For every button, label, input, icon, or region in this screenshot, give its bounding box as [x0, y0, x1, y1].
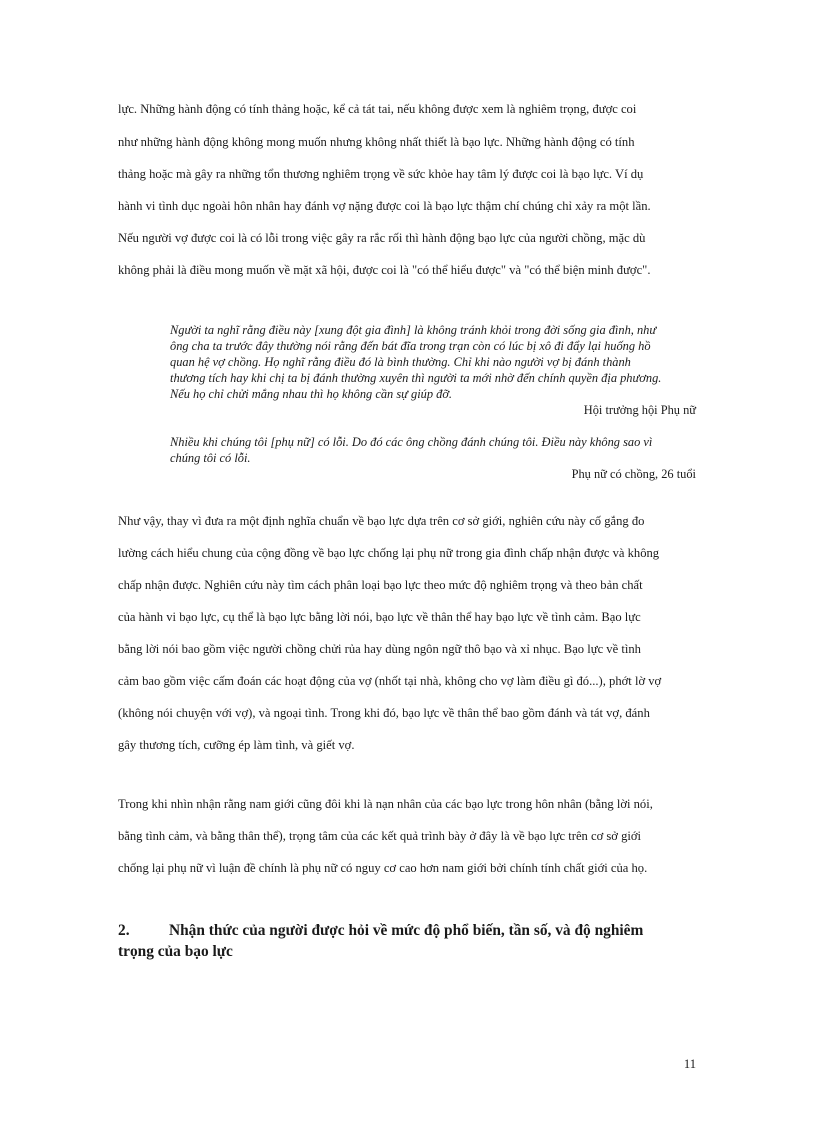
text-line: chống lại phụ nữ vì luận đề chính là phụ nữ có nguy cơ cao hơn nam giới bởi chính tính chất giới của họ.	[118, 861, 648, 875]
quote-line: Nhiều khi chúng tôi [phụ nữ] có lỗi. Do đó các ông chồng đánh chúng tôi. Điều này không sao vì	[170, 435, 653, 449]
quote-line: ông cha ta trước đây thường nói rằng đến bát đĩa trong trạn còn có lúc bị xô đi đẩy lại huống hồ	[170, 339, 651, 353]
text-line: Nếu người vợ được coi là có lỗi trong việc gây ra rắc rối thì hành động bạo lực của người chồng, mặc dù	[118, 231, 646, 245]
text-line: thảng hoặc mà gây ra những tổn thương nghiêm trọng về sức khỏe hay tâm lý được coi là bạo lực. Ví dụ	[118, 167, 644, 181]
page-number: 11	[683, 1057, 696, 1071]
text-line: lường cách hiểu chung của cộng đồng về bạo lực chống lại phụ nữ trong gia đình chấp nhận được và không	[118, 546, 660, 560]
section-heading	[118, 921, 678, 941]
text-line: (không nói chuyện với vợ), và ngoại tình. Trong khi đó, bạo lực về thân thể bao gồm đánh và tát vợ, đánh	[118, 706, 650, 720]
quote-line: Nếu họ chỉ chửi mắng nhau thì họ không cần sự giúp đỡ.	[170, 387, 453, 401]
quote-line: chúng tôi có lỗi.	[170, 451, 251, 465]
text-line: hành vi tình dục ngoài hôn nhân hay đánh vợ nặng được coi là bạo lực thậm chí chúng chỉ xảy ra một lần.	[118, 199, 651, 213]
quote-line: Người ta nghĩ rằng điều này [xung đột gia đình] là không tránh khỏi trong đời sống gia đình, như	[170, 323, 657, 337]
text-line: Như vậy, thay vì đưa ra một định nghĩa chuẩn về bạo lực dựa trên cơ sở giới, nghiên cứu này cố gắng đo	[118, 514, 645, 528]
quote-attribution: Phụ nữ có chồng, 26 tuổi	[571, 467, 696, 481]
text-line: Trong khi nhìn nhận rằng nam giới cũng đôi khi là nạn nhân của các bạo lực trong hôn nhân (bằng lời nói,	[118, 797, 653, 811]
text-line: như những hành động không mong muốn nhưng không nhất thiết là bạo lực. Những hành động có tính	[118, 135, 635, 149]
text-line: cảm bao gồm việc cấm đoán các hoạt động của vợ (nhốt tại nhà, không cho vợ làm điều gì đó...), phớt lờ vợ	[118, 674, 662, 688]
text-line: không phải là điều mong muốn về mặt xã hội, được coi là "có thể hiểu được" và "có thể biện minh được".	[118, 263, 651, 277]
text-line: bằng tình cảm, và bằng thân thể), trọng tâm của các kết quả trình bày ở đây là về bạo lực trên cơ sở giới	[118, 829, 642, 843]
text-line: bằng lời nói bao gồm việc người chồng chửi rủa hay dùng ngôn ngữ thô bạo và xỉ nhục. Bạo lực về tình	[118, 642, 641, 656]
text-line: của hành vi bạo lực, cụ thể là bạo lực bằng lời nói, bạo lực về thân thể hay bạo lực về tình cảm. Bạo lực	[118, 610, 641, 624]
quote-line: thương tích hay khi chị ta bị đánh thường xuyên thì người ta mới nhờ đến chính quyền địa phương.	[170, 371, 662, 385]
quote-line: quan hệ vợ chồng. Họ nghĩ rằng điều đó là bình thường. Chỉ khi nào người vợ bị đánh thành	[170, 355, 631, 369]
text-line: lực. Những hành động có tính thảng hoặc, kể cả tát tai, nếu không được xem là nghiêm trọng, được coi	[118, 102, 637, 116]
section-title-line-1: Nhận thức của người được hỏi về mức độ phổ biến, tần số, và độ nghiêm	[169, 922, 644, 939]
text-line: chấp nhận được. Nghiên cứu này tìm cách phân loại bạo lực theo mức độ nghiêm trọng và theo bản chất	[118, 578, 643, 592]
section-number: 2.	[118, 922, 130, 939]
section-title-line-2: trọng của bạo lực	[118, 943, 233, 960]
quote-attribution: Hội trưởng hội Phụ nữ	[583, 403, 696, 417]
text-line: gây thương tích, cưỡng ép làm tình, và giết vợ.	[118, 738, 355, 752]
